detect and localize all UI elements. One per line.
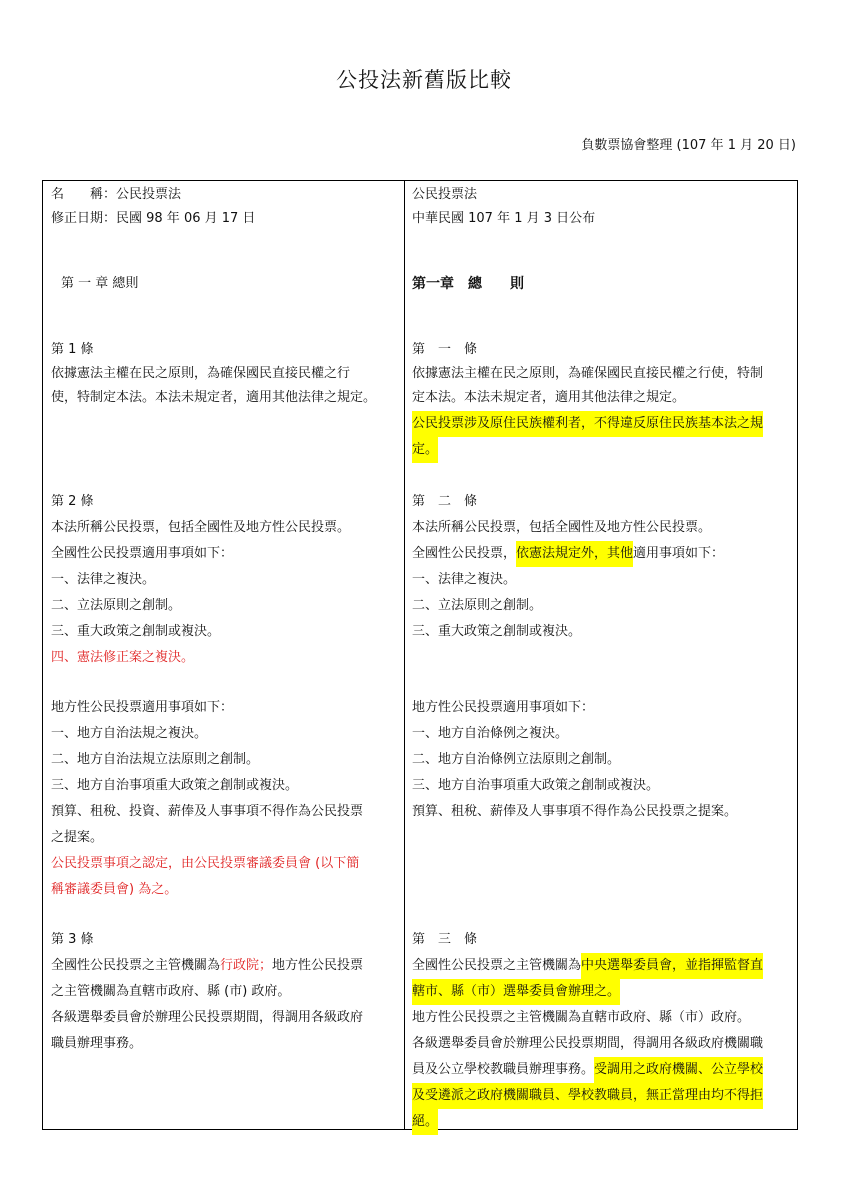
new-article-3-line: 地方性公民投票之主管機關為直轄市政府、縣（市）政府。: [412, 1010, 751, 1025]
document-title: 公投法新舊版比較: [336, 68, 512, 92]
comparison-table: [42, 180, 798, 1130]
column-divider: [404, 181, 405, 1129]
new-article-2-line: 二、立法原則之創制。: [412, 598, 543, 613]
new-article-3-line: 全國性公民投票之主管機關為中央選舉委員會，並指揮監督直: [412, 953, 763, 979]
new-article-3-added-line: 絕。: [412, 1109, 438, 1135]
new-article-1-line: 依據憲法主權在民之原則，為確保國民直接民權之行使，特制: [412, 366, 764, 381]
new-law-name: 公民投票法: [412, 187, 478, 202]
old-chapter-heading: 第 一 章 總則: [61, 276, 139, 291]
old-article-2-line: 預算、租稅、投資、薪俸及人事事項不得作為公民投票: [51, 804, 364, 819]
new-article-2-line: 三、重大政策之創制或複決。: [412, 624, 582, 639]
old-article-2-line: 本法所稱公民投票，包括全國性及地方性公民投票。: [51, 520, 351, 535]
new-article-2-line: 預算、租稅、薪俸及人事事項不得作為公民投票之提案。: [412, 804, 738, 819]
old-article-3-line: 職員辦理事務。: [51, 1036, 143, 1051]
old-article-2-title: 第 2 條: [51, 494, 94, 509]
old-article-2-line: 二、立法原則之創制。: [51, 598, 182, 613]
new-article-3-added-line: 轄市、縣（市）選舉委員會辦理之。: [412, 979, 620, 1005]
new-article-1-title: 第 一 條: [412, 342, 478, 357]
old-article-2-line: 之提案。: [51, 830, 104, 845]
old-article-2-line: 全國性公民投票適用事項如下：: [51, 546, 234, 561]
new-article-3-line: 員及公立學校教職員辦理事務。受調用之政府機關、公立學校: [412, 1057, 763, 1083]
old-article-2-deleted-line: 稱審議委員會) 為之。: [51, 882, 178, 897]
new-chapter-heading: 第一章 總 則: [412, 276, 524, 292]
new-article-2-line: 一、法律之複決。: [412, 572, 517, 587]
new-article-2-title: 第 二 條: [412, 494, 478, 509]
old-article-2-line: 三、重大政策之創制或複決。: [51, 624, 221, 639]
new-article-2-line: 地方性公民投票適用事項如下：: [412, 700, 595, 715]
old-article-1-line: 使，特制定本法。本法未規定者，適用其他法律之規定。: [51, 390, 377, 405]
new-article-3-line: 各級選舉委員會於辦理公民投票期間，得調用各級政府機關職: [412, 1036, 764, 1051]
old-article-3-deleted-phrase: 行政院；: [220, 958, 273, 973]
old-article-2-line: 地方性公民投票適用事項如下：: [51, 700, 234, 715]
new-article-3-added-line: 及受遴派之政府機關職員、學校教職員，無正當理由均不得拒: [412, 1083, 763, 1109]
old-article-2-deleted-line: 四、憲法修正案之複決。: [51, 650, 195, 665]
old-article-3-title: 第 3 條: [51, 932, 94, 947]
new-article-1-added-line: 公民投票涉及原住民族權利者，不得違反原住民族基本法之規: [412, 411, 763, 437]
new-article-1-line: 定本法。本法未規定者，適用其他法律之規定。: [412, 390, 686, 405]
new-article-3-title: 第 三 條: [412, 932, 478, 947]
old-law-name: 名 稱：公民投票法: [51, 187, 182, 202]
old-article-2-line: 二、地方自治法規立法原則之創制。: [51, 752, 260, 767]
old-law-date: 修正日期：民國 98 年 06 月 17 日: [51, 211, 256, 226]
old-article-3-line: 全國性公民投票之主管機關為行政院；地方性公民投票: [51, 958, 364, 973]
old-article-1-line: 依據憲法主權在民之原則，為確保國民直接民權之行: [51, 366, 351, 381]
new-law-date: 中華民國 107 年 1 月 3 日公布: [412, 211, 596, 226]
old-article-2-line: 一、地方自治法規之複決。: [51, 726, 208, 741]
new-article-2-line: 全國性公民投票，依憲法規定外，其他適用事項如下：: [412, 541, 724, 567]
new-article-2-line: 三、地方自治事項重大政策之創制或複決。: [412, 778, 660, 793]
old-article-2-line: 三、地方自治事項重大政策之創制或複決。: [51, 778, 299, 793]
new-article-3-added-phrase: 受調用之政府機關、公立學校: [594, 1057, 763, 1083]
new-article-2-added-phrase: 依憲法規定外，其他: [516, 541, 633, 567]
old-article-3-line: 之主管機關為直轄市政府、縣 (市) 政府。: [51, 984, 291, 999]
new-article-3-added-phrase: 中央選舉委員會，並指揮監督直: [581, 953, 763, 979]
new-article-1-added-line: 定。: [412, 437, 438, 463]
old-article-2-line: 一、法律之複決。: [51, 572, 156, 587]
new-article-2-line: 一、地方自治條例之複決。: [412, 726, 569, 741]
old-article-1-title: 第 1 條: [51, 342, 94, 357]
old-article-3-line: 各級選舉委員會於辦理公民投票期間，得調用各級政府: [51, 1010, 364, 1025]
new-article-2-line: 本法所稱公民投票，包括全國性及地方性公民投票。: [412, 520, 712, 535]
old-article-2-deleted-line: 公民投票事項之認定，由公民投票審議委員會 (以下簡: [51, 856, 360, 871]
new-article-2-line: 二、地方自治條例立法原則之創制。: [412, 752, 621, 767]
document-subtitle: 負數票協會整理 (107 年 1 月 20 日): [581, 138, 796, 153]
